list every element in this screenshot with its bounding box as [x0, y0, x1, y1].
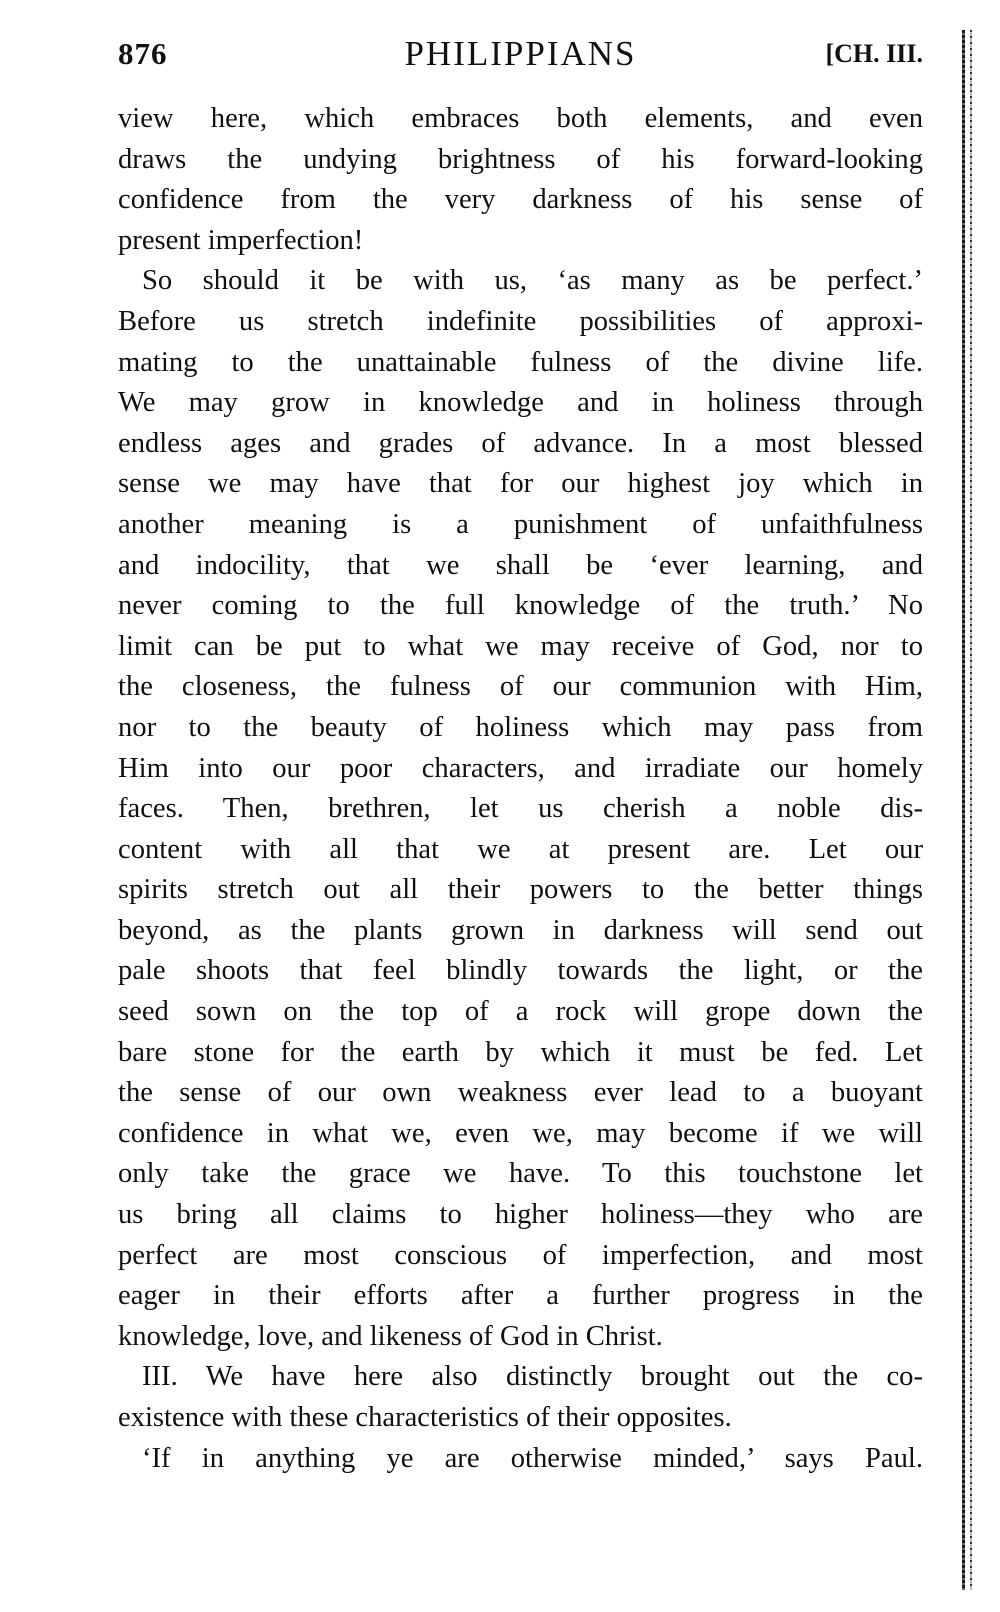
text-line: and indocility, that we shall be ‘ever learning, and: [118, 549, 923, 581]
text-line: mating to the unattainable fulness of the divine life.: [118, 346, 923, 378]
text-line: knowledge, love, and likeness of God in Christ.: [118, 1320, 663, 1352]
text-line: beyond, as the plants grown in darkness will send out: [118, 914, 923, 946]
paragraph: [118, 1357, 923, 1438]
page-number: 876: [118, 36, 168, 71]
text-line: Before us stretch indefinite possibilities of approxi-: [118, 305, 923, 337]
text-line: only take the grace we have. To this touchstone let: [118, 1158, 923, 1190]
paragraph: [118, 1439, 923, 1480]
text-line: draws the undying brightness of his forward-looking: [118, 143, 923, 175]
paragraph: [118, 99, 923, 261]
page-header: [118, 30, 923, 78]
text-line: limit can be put to what we may receive of God, nor to: [118, 630, 923, 662]
text-line: content with all that we at present are. Let our: [118, 833, 923, 865]
text-line: confidence in what we, even we, may become if we will: [118, 1117, 923, 1149]
text-line: never coming to the full knowledge of the truth.’ No: [118, 590, 923, 622]
text-line: nor to the beauty of holiness which may pass from: [118, 711, 923, 743]
text-line: seed sown on the top of a rock will grope down the: [118, 996, 923, 1028]
text-line: us bring all claims to higher holiness—they who are: [118, 1199, 923, 1231]
chapter-reference: [CH. III.: [825, 39, 923, 68]
text-line: eager in their efforts after a further progress in the: [118, 1280, 923, 1312]
text-line: faces. Then, brethren, let us cherish a noble dis-: [118, 793, 923, 825]
text-line: another meaning is a punishment of unfaithfulness: [118, 508, 923, 540]
running-title: PHILIPPIANS: [404, 34, 637, 73]
text-line: So should it be with us, ‘as many as be perfect.’: [142, 265, 923, 297]
text-line: perfect are most conscious of imperfection, and most: [118, 1239, 923, 1271]
paragraph: [118, 261, 923, 1357]
text-line: spirits stretch out all their powers to the better things: [118, 874, 923, 906]
text-line: bare stone for the earth by which it must be fed. Let: [118, 1036, 923, 1068]
text-line: ‘If in anything ye are otherwise minded,’ says Paul.: [142, 1442, 923, 1474]
text-line: Him into our poor characters, and irradiate our homely: [118, 752, 923, 784]
text-line: We may grow in knowledge and in holiness through: [118, 387, 923, 419]
text-line: view here, which embraces both elements, and even: [118, 103, 923, 134]
text-line: III. We have here also distinctly brought out the co-: [142, 1361, 923, 1393]
page-edge-shadow-inner: [970, 30, 972, 1590]
page-edge-shadow: [962, 30, 965, 1590]
text-line: sense we may have that for our highest joy which in: [118, 468, 923, 500]
text-line: confidence from the very darkness of his sense of: [118, 184, 923, 216]
text-line: endless ages and grades of advance. In a most blessed: [118, 427, 923, 459]
body-text: [118, 99, 923, 1479]
text-line: existence with these characteristics of their opposites.: [118, 1402, 732, 1433]
text-line: the closeness, the fulness of our communion with Him,: [118, 671, 923, 703]
text-line: present imperfection!: [118, 224, 364, 256]
text-line: the sense of our own weakness ever lead to a buoyant: [118, 1077, 923, 1109]
text-line: pale shoots that feel blindly towards the light, or the: [118, 955, 923, 987]
